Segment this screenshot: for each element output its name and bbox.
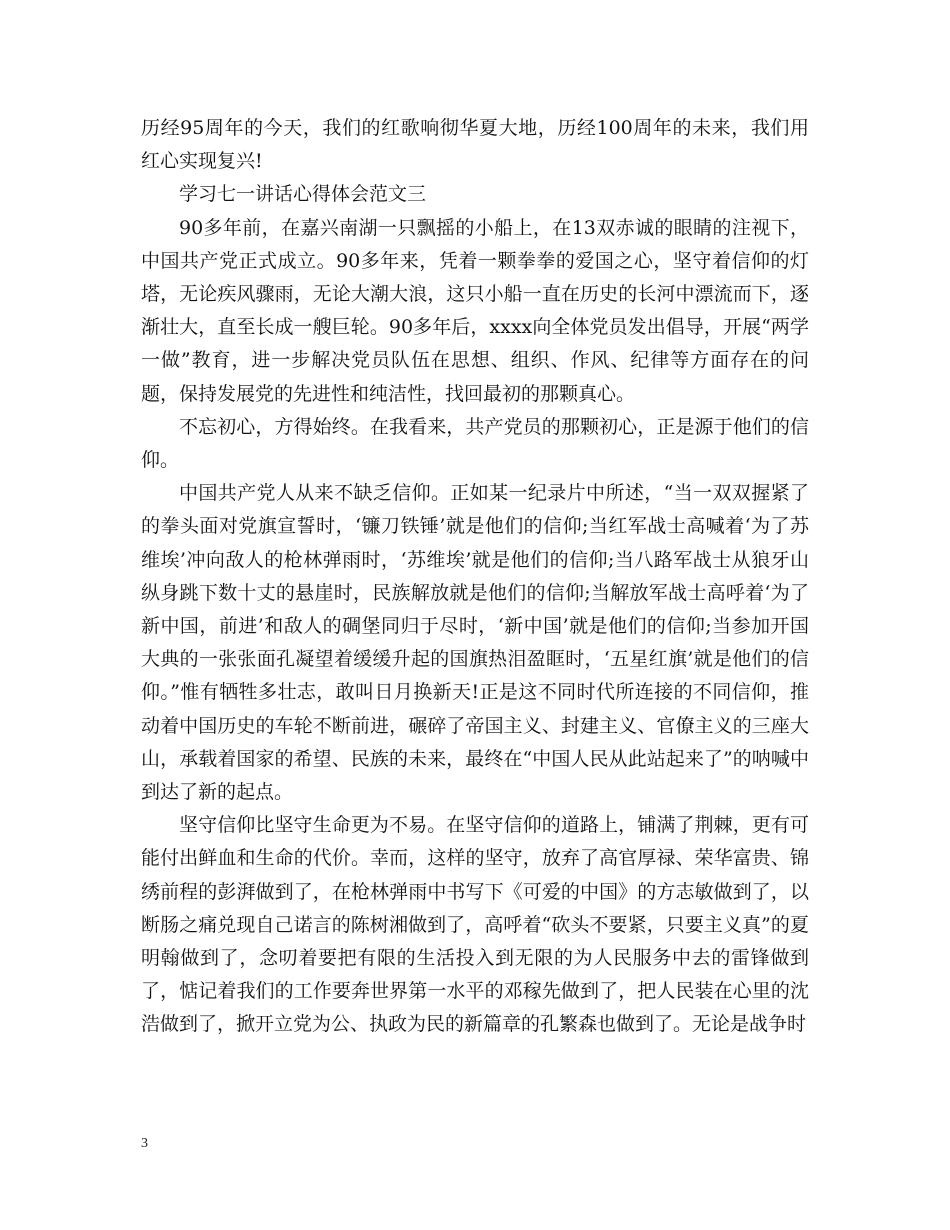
paragraph: 坚守信仰比坚守生命更为不易。在坚守信仰的道路上，铺满了荆棘，更有可能付出鲜血和生命的代价。幸而，这样的坚守，放弃了高官厚禄、荣华富贵、锦绣前程的彭湃做到了，在枪林弹雨中书写下《可爱的中国》的方志敏做到了，以断肠之痛兑现自己诺言的陈树湘做到了，高呼着“砍头不要紧，只要主义真”的夏明翰做到了，念叨着要把有限的生活投入到无限的为人民服务中去的雷锋做到了，惦记着我们的工作要奔世界第一水平的邓稼先做到了，把人民装在心里的沈浩做到了，掀开立党为公、执政为民的新篇章的孔繁森也做到了。无论是战争时 <box>141 814 809 1036</box>
paragraph: 不忘初心，方得始终。在我看来，共产党员的那颗初心，正是源于他们的信仰。 <box>141 415 809 472</box>
paragraph-opening: 历经95周年的今天，我们的红歌响彻华夏大地，历经100周年的未来，我们用红心实现复兴! <box>141 117 809 173</box>
document-body <box>141 112 809 1042</box>
paragraph: 90多年前，在嘉兴南湖一只飘摇的小船上，在13双赤诚的眼睛的注视下，中国共产党正式成立。90多年来，凭着一颗拳拳的爱国之心，坚守着信仰的灯塔，无论疾风骤雨，无论大潮大浪，这只小船一直在历史的长河中漂流而下，逐渐壮大，直至长成一艘巨轮。90多年后，xxxx向全体党员发出倡导，开展“两学一做”教育，进一步解决党员队伍在思想、组织、作风、纪律等方面存在的问题，保持发展党的先进性和纯洁性，找回最初的那颗真心。 <box>141 216 809 405</box>
page-number: 3 <box>141 1136 148 1151</box>
paragraph: 中国共产党人从来不缺乏信仰。正如某一纪录片中所述，“当一双双握紧了的拳头面对党旗宣誓时，‘镰刀铁锤’就是他们的信仰;当红军战士高喊着‘为了苏维埃’冲向敌人的枪林弹雨时，‘苏维埃’就是他们的信仰;当八路军战士从狼牙山纵身跳下数十丈的悬崖时，民族解放就是他们的信仰;当解放军战士高呼着‘为了新中国，前进’和敌人的碉堡同归于尽时，‘新中国’就是他们的信仰;当参加开国大典的一张张面孔凝望着缓缓升起的国旗热泪盈眶时，‘五星红旗’就是他们的信仰。”惟有牺牲多壮志，敢叫日月换新天!正是这不同时代所连接的不同信仰，推动着中国历史的车轮不断前进，碾碎了帝国主义、封建主义、官僚主义的三座大山，承载着国家的希望、民族的未来，最终在“中国人民从此站起来了”的呐喊中到达了新的起点。 <box>141 482 809 804</box>
section-heading: 学习七一讲话心得体会范文三 <box>179 183 427 206</box>
